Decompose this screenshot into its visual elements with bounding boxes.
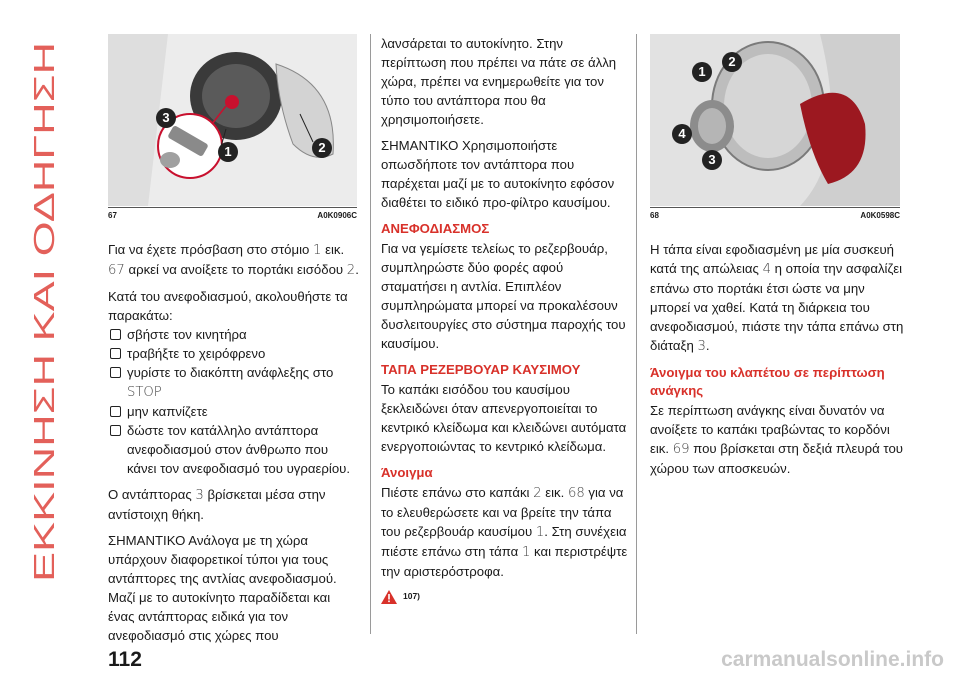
list-item: γυρίστε το διακόπτη ανάφλεξης στο STOP [108,363,360,402]
checkbox-bullet-icon [110,348,121,359]
list-item: τραβήξτε το χειρόφρενο [108,344,360,363]
callout-4: 4 [672,124,692,144]
checkbox-bullet-icon [110,367,121,378]
figure-68-image [650,34,900,206]
section-heading: ΑΝΕΦΟΔΙΑΣΜΟΣ [381,221,490,236]
paragraph: Για να γεμίσετε τελείως το ρεζερβουάρ, συμπληρώστε δύο φορές αφού σταματήσει η αντλία. Επιπλέον συμπληρώματα μπορεί να προκαλέσουν δυσλειτουργίες στο σύστημα παροχής του καυσίμου. [381,241,626,351]
page-number: 112 [108,648,142,671]
section-title [24,24,64,584]
paragraph: Ο αντάπτορας 3 βρίσκεται μέσα στην αντίστοιχη θήκη. [108,487,326,522]
watermark-text: carmanualsonline.info [721,648,944,671]
checkbox-bullet-icon [110,406,121,417]
column-divider [636,34,637,634]
list-item: δώστε τον κατάλληλο αντάπτορα ανεφοδιασμού στον άνθρωπο που κάνει τον ανεφοδιασμό του υγραερίου. [108,421,360,478]
callout-2: 2 [722,52,742,72]
paragraph: Κατά του ανεφοδιασμού, ακολουθήστε τα παρακάτω: [108,289,348,323]
figure-68-caption [650,207,900,222]
column-divider [370,34,371,634]
paragraph: Για να έχετε πρόσβαση στο στόμιο 1 εικ. 67 αρκεί να ανοίξετε το πορτάκι εισόδου 2. [108,242,359,278]
warning-reference: 107) [381,587,631,606]
figure-number: 67 [108,210,117,220]
section-heading: ΤΑΠΑ ΡΕΖΕΡΒΟΥΑΡ ΚΑΥΣΙΜΟΥ [381,362,581,377]
subsection-heading: Άνοιγμα [381,465,433,480]
subsection-heading: Άνοιγμα του κλαπέτου σε περίπτωση ανάγκης [650,365,885,398]
column-1 [108,240,360,652]
callout-1: 1 [218,142,238,162]
callout-3: 3 [702,150,722,170]
figure-code: A0K0906C [317,210,357,220]
figure-67-caption [108,207,357,222]
figure-number: 68 [650,210,659,220]
paragraph: ΣΗΜΑΝΤΙΚΟ Χρησιμοποιήστε οπωσδήποτε τον αντάπτορα που παρέχεται μαζί με το αυτοκίνητο εφόσον διαθέτει το ειδικό προ-φίλτρο καυσίμου. [381,138,615,210]
checkbox-bullet-icon [110,425,121,436]
paragraph: λανσάρεται το αυτοκίνητο. Στην περίπτωση που πρέπει να πάτε σε άλλη χώρα, πρέπει να ενημερωθείτε για τον τύπο του αντάπτορα που θα χρησιμοποιήσετε. [381,36,617,127]
paragraph: ΣΗΜΑΝΤΙΚΟ Ανάλογα με τη χώρα υπάρχουν διαφορετικοί τύποι για τους αντάπτορες της αντλίας ανεφοδιασμού. Μαζί με το αυτοκίνητο παραδίδεται και ένας αντάπτορας ειδικά για τον ανεφοδιασμό στις χώρες που [108,533,337,643]
paragraph: Το καπάκι εισόδου του καυσίμου ξεκλειδώνει όταν απενεργοποιείται το κεντρικό κλείδωμα και κλειδώνει αυτόματα ενεργοποιώντας το κεντρικό κλείδωμα. [381,382,627,454]
figure-67-image [108,34,357,206]
warning-triangle-icon [381,590,397,604]
column-3 [650,240,906,485]
list-item: σβήστε τον κινητήρα [108,325,360,344]
figure-code: A0K0598C [860,210,900,220]
list-item: μην καπνίζετε [108,402,360,421]
paragraph: Πιέστε επάνω στο καπάκι 2 εικ. 68 για να το ελευθερώσετε και να βρείτε την τάπα του ρεζερβουάρ καυσίμου 1. Στη συνέχεια πιέστε επάνω στη τάπα 1 και περιστρέψτε την αριστερόστροφα. [381,485,628,579]
callout-2: 2 [312,138,332,158]
paragraph: Η τάπα είναι εφοδιασμένη με μία συσκευή κατά της απώλειας 4 η οποία την ασφαλίζει επάνω στο πορτάκι έτσι ώστε να μην μπορεί να χαθεί. Κατά τη διάρκεια του ανεφοδιασμού, πιάστε την τάπα επάνω στη διάταξη 3. [650,242,904,354]
paragraph: Σε περίπτωση ανάγκης είναι δυνατόν να ανοίξετε το καπάκι τραβώντας το κορδόνι εικ. 69 που βρίσκεται στη δεξιά πλευρά του χώρου των αποσκευών. [650,403,904,476]
column-2 [381,34,631,606]
callout-1: 1 [692,62,712,82]
callout-3: 3 [156,108,176,128]
checkbox-bullet-icon [110,329,121,340]
svg-text:ΕΚΚΙΝΗΣΗ ΚΑΙ ΟΔΗΓΗΣΗ: ΕΚΚΙΝΗΣΗ ΚΑΙ ΟΔΗΓΗΣΗ [29,234,61,582]
